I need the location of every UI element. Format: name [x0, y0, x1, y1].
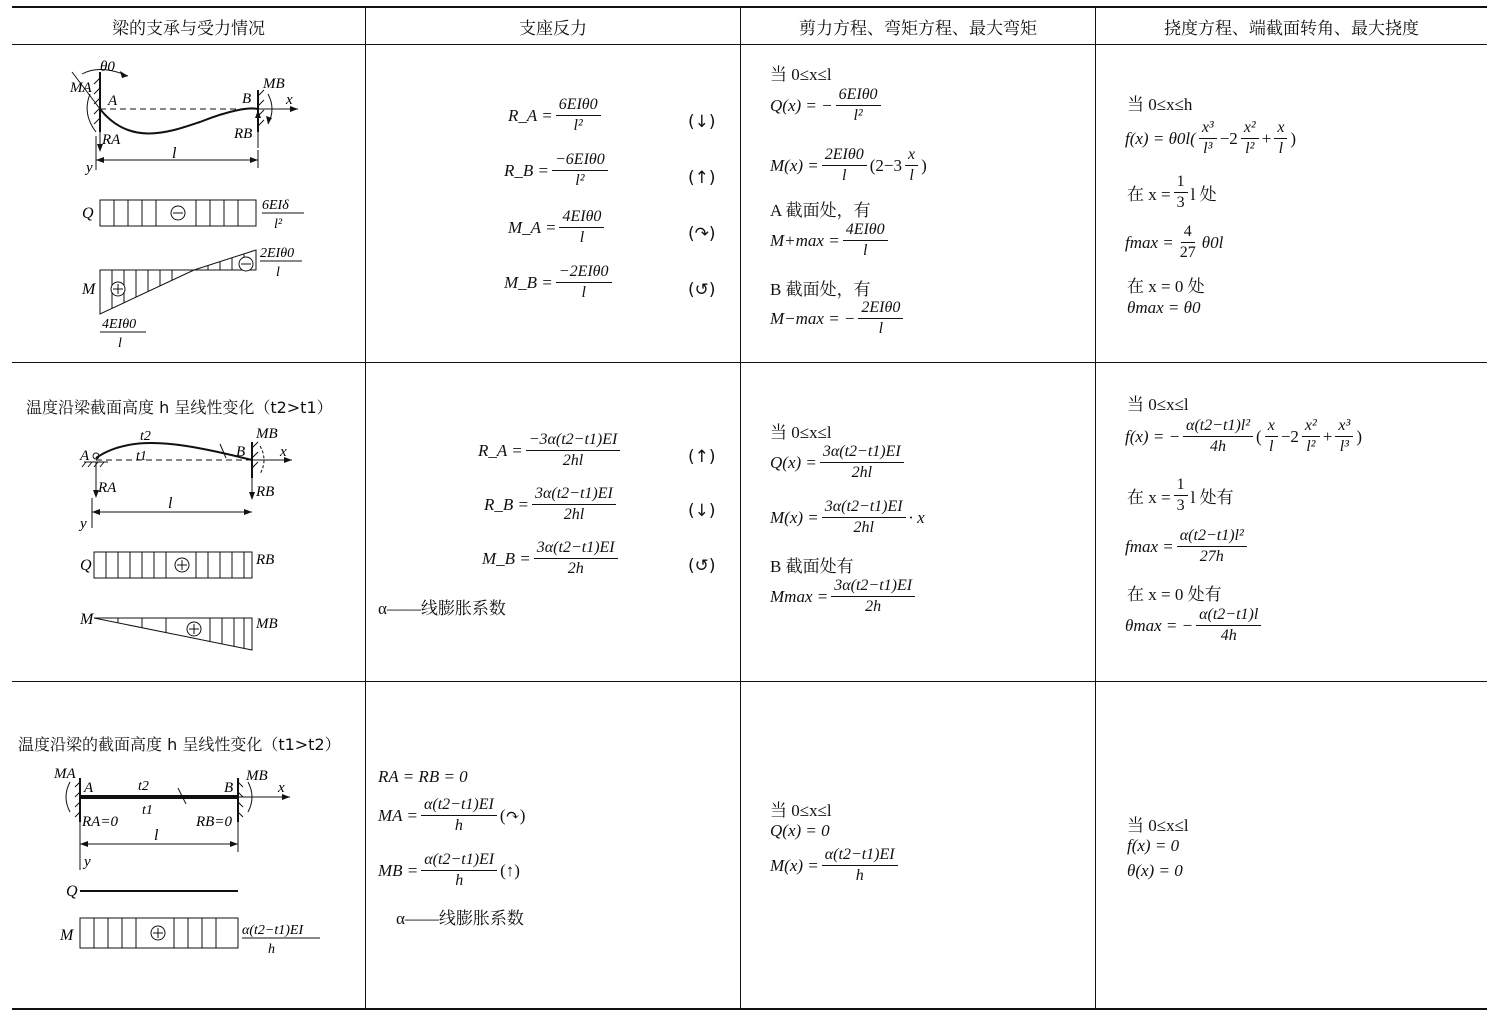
r2-ra-dir: (↑)	[688, 447, 716, 467]
r1-ma-eq: M_A = $\frac{\text{4EIθ0}}{l}$	[508, 207, 607, 248]
r1-ma-dir: (↷)	[688, 224, 716, 244]
r2-mb-dir: (↺)	[688, 556, 716, 576]
label-m-left-num: 4EIθ0	[102, 317, 137, 332]
r3-label-mb: MB	[246, 768, 268, 784]
label-q: Q	[82, 205, 94, 222]
r1-fmax: fmax = $\frac{4}{27}$ θ0l	[1125, 223, 1224, 261]
r2-label-m-right: MB	[256, 616, 278, 632]
label-m-right-den: l	[276, 265, 280, 280]
r3-label-m: M	[60, 927, 74, 944]
r1-rb-eq: R_B = $\frac{\text{−6EIθ0}}{\text{l²}}$	[504, 150, 611, 191]
label-a: A	[108, 93, 118, 109]
label-m-left-den: l	[118, 336, 122, 351]
label-rb: RB	[234, 126, 253, 142]
r1-f-eq: f(x) = θ0l( $\frac{\text{x³}}{\text{l³}}$ −2 $\frac{\text{x²}}{\text{l²}}$ + $\frac{x}{l}$ )	[1125, 119, 1297, 157]
row1-rule	[12, 362, 1487, 363]
label-l: l	[172, 145, 177, 162]
r2-label-q-right: RB	[256, 552, 275, 568]
r1-mmax-neg: M−max = − $\frac{\text{2EIθ0}}{l}$	[770, 298, 906, 339]
r2-title: 温度沿梁截面高度 h 呈线性变化（t2>t1）	[26, 398, 333, 417]
r1-at-x: 在 x = $\frac{1}{3}$ l 处	[1127, 173, 1217, 211]
r3-label-l: l	[154, 827, 159, 844]
r2-b-text: B 截面处有	[770, 557, 854, 576]
r2-label-rb: RB	[256, 484, 275, 500]
r1-shear-range: 当 0≤x≤l	[770, 65, 832, 84]
header-deflection: 挠度方程、端截面转角、最大挠度	[1164, 18, 1419, 39]
r3-mb-eq: MB = $\frac{\alpha(t2-t1)EI}{h}$ (↑)	[378, 851, 520, 889]
r2-rb-dir: (↓)	[688, 501, 716, 521]
r3-label-m-den: h	[268, 942, 275, 957]
r1-mb-dir: (↺)	[688, 280, 716, 300]
r1-at-zero: 在 x = 0 处	[1127, 277, 1205, 296]
r2-fmax: fmax = $\frac{\text{α(t2−t1)l²}}{27h}$	[1125, 526, 1250, 567]
r2-ra-eq: R_A = $\frac{-3\alpha(t2-t1)EI}{2hl}$	[478, 430, 623, 471]
r1-b-text: B 截面处，有	[770, 280, 871, 299]
r3-reac-line1: RA = RB = 0	[378, 767, 468, 786]
label-m: M	[82, 281, 96, 298]
col-divider-2	[740, 8, 741, 1009]
label-b: B	[242, 91, 252, 107]
r2-label-ra: RA	[98, 480, 117, 496]
r2-shear-range: 当 0≤x≤l	[770, 423, 832, 442]
r1-mb-eq: M_B = $\frac{\text{−2EIθ0}}{l}$	[504, 262, 615, 303]
r2-label-l: l	[168, 495, 173, 512]
r1-ra-eq: R_A = $\frac{\text{6EIθ0}}{\text{l²}}$	[508, 95, 604, 136]
r2-f-eq: f(x) = − $\frac{\text{α(t2−t1)l²}}{4h}$ ( $\frac{x}{l}$ −2 $\frac{\text{x²}}{\text{l²}}$ + $\frac{\text{x³}}{\text{l³}}$ )	[1125, 417, 1362, 455]
r2-m-eq: M(x) = $\frac{3\alpha(t2-t1)EI}{2hl}$ · x	[770, 498, 925, 536]
label-ma: MA	[70, 80, 92, 96]
r3-label-x: x	[278, 780, 285, 796]
label-q-num: 6EIδ	[262, 198, 289, 213]
label-x: x	[286, 92, 293, 108]
bottom-rule	[12, 1008, 1487, 1010]
row3-beam-diagram	[50, 760, 350, 960]
header-rule	[12, 44, 1487, 45]
r3-label-a: A	[84, 780, 94, 796]
r2-at-zero: 在 x = 0 处有	[1127, 585, 1222, 604]
r3-label-rb0: RB=0	[196, 814, 232, 830]
r1-mmax-pos: M+max = $\frac{\text{4EIθ0}}{l}$	[770, 220, 891, 261]
header-reactions: 支座反力	[519, 18, 587, 39]
r3-theta: θ(x) = 0	[1127, 861, 1183, 880]
header-shear-moment: 剪力方程、弯矩方程、最大弯矩	[799, 18, 1037, 39]
label-theta0: θ0	[100, 59, 115, 75]
row2-rule	[12, 681, 1487, 682]
col-divider-3	[1095, 8, 1096, 1009]
r3-label-q: Q	[66, 883, 78, 900]
r3-label-ma: MA	[54, 766, 76, 782]
r2-label-b: B	[236, 444, 246, 460]
r2-label-t2: t2	[140, 429, 151, 444]
r3-label-b: B	[224, 780, 234, 796]
row2-beam-diagram	[70, 420, 360, 660]
row1-beam-diagram	[60, 52, 360, 357]
r2-label-q: Q	[80, 557, 92, 574]
r1-defl-range: 当 0≤x≤h	[1127, 95, 1193, 114]
r3-label-y: y	[84, 854, 91, 870]
r1-theta: θmax = θ0	[1127, 298, 1201, 317]
r2-mb-eq: M_B = $\frac{3\alpha(t2-t1)EI}{2h}$	[482, 538, 621, 579]
r3-label-t2: t2	[138, 779, 149, 794]
r2-label-x: x	[280, 444, 287, 460]
label-y: y	[86, 160, 93, 176]
r1-m-eq: M(x) = $\frac{\text{2EIθ0}}{l}$ (2−3 $\frac{x}{l}$ )	[770, 146, 927, 184]
label-mb: MB	[263, 76, 285, 92]
label-ra: RA	[102, 132, 121, 148]
r2-label-a: A	[80, 448, 90, 464]
r2-mmax: Mmax = $\frac{3\alpha(t2-t1)EI}{2h}$	[770, 576, 918, 617]
r3-q: Q(x) = 0	[770, 821, 830, 840]
r3-m-eq: M(x) = $\frac{\alpha(t2-t1)EI}{h}$	[770, 845, 901, 886]
col-divider-1	[365, 8, 366, 1009]
header-support: 梁的支承与受力情况	[112, 18, 265, 39]
r3-defl-range: 当 0≤x≤l	[1127, 816, 1189, 835]
r2-label-mb: MB	[256, 426, 278, 442]
r2-label-y: y	[80, 516, 87, 532]
r3-alpha-note: α——线膨胀系数	[396, 909, 524, 928]
r3-label-t1: t1	[142, 803, 153, 818]
label-q-den: l²	[274, 217, 283, 232]
r2-label-m: M	[80, 611, 94, 628]
r3-ma-eq: MA = $\frac{\alpha(t2-t1)EI}{h}$ (↷)	[378, 796, 526, 834]
r1-ra-dir: (↓)	[688, 112, 716, 132]
r1-rb-dir: (↑)	[688, 168, 716, 188]
r3-label-m-num: α(t2−t1)EI	[242, 923, 304, 938]
r3-label-ra0: RA=0	[82, 814, 118, 830]
r3-shear-range: 当 0≤x≤l	[770, 801, 832, 820]
r3-f: f(x) = 0	[1127, 836, 1180, 855]
r2-q-eq: Q(x) = $\frac{3\alpha(t2-t1)EI}{2hl}$	[770, 442, 907, 483]
r2-theta: θmax = − $\frac{\alpha(t2-t1)l}{4h}$	[1125, 605, 1264, 646]
r3-title: 温度沿梁的截面高度 h 呈线性变化（t1>t2）	[18, 735, 341, 754]
r2-at-x: 在 x = $\frac{1}{3}$ l 处有	[1127, 476, 1234, 514]
r2-defl-range: 当 0≤x≤l	[1127, 395, 1189, 414]
r1-q-eq: Q(x) = − $\frac{\text{6EIθ0}}{\text{l²}}$	[770, 85, 884, 126]
r1-a-text: A 截面处，有	[770, 201, 871, 220]
label-m-right-num: 2EIθ0	[260, 246, 295, 261]
r2-label-t1: t1	[136, 449, 147, 464]
r2-rb-eq: R_B = $\frac{3\alpha(t2-t1)EI}{2hl}$	[484, 484, 619, 525]
r2-alpha-note: α——线膨胀系数	[378, 599, 506, 618]
